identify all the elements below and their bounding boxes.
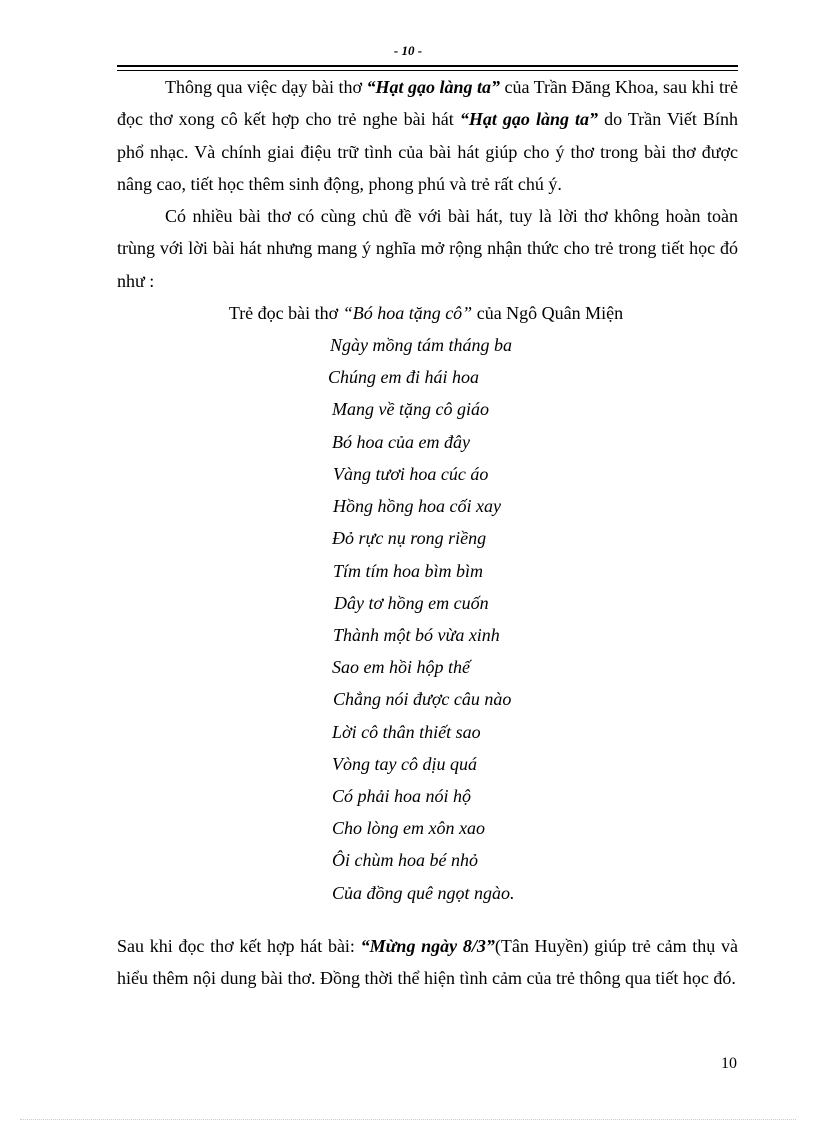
poem-line: Vòng tay cô dịu quá xyxy=(332,753,477,774)
poem-line: Sao em hồi hộp thế xyxy=(332,657,470,678)
text: Sau khi đọc thơ kết hợp hát bài: xyxy=(117,935,361,956)
poem-line: Chẳng nói được câu nào xyxy=(333,689,512,710)
poem-line: Ôi chùm hoa bé nhỏ xyxy=(332,850,478,871)
poem-line: Cho lòng em xôn xao xyxy=(332,818,485,839)
poem-line: Có phải hoa nói hộ xyxy=(332,785,472,806)
poem-line: Của đồng quê ngọt ngào. xyxy=(332,882,515,903)
poem-intro xyxy=(0,297,816,329)
text: của Ngô Quân Miện xyxy=(472,303,624,324)
poem-line: Thành một bó vừa xinh xyxy=(333,624,500,645)
poem-line: Bó hoa của em đây xyxy=(332,431,470,452)
text: Thông qua việc dạy bài thơ xyxy=(165,77,367,97)
poem-line: Đỏ rực nụ rong riềng xyxy=(332,528,487,549)
poem-line: Dây tơ hồng em cuốn xyxy=(334,592,489,613)
poem-line: Vàng tươi hoa cúc áo xyxy=(333,463,489,484)
text: do Trần Viết Bính phổ nhạc. Và chính giai điệu trữ tình của bài hát giúp cho ý thơ trong bài thơ được nâng cao, tiết học thêm sinh động, phong phú và trẻ rất chú ý. xyxy=(117,109,738,194)
text: của Trần Đăng Khoa, sau khi trẻ đọc thơ xong cô kết hợp cho trẻ nghe bài hát xyxy=(117,77,738,130)
paragraph-3 xyxy=(117,930,738,995)
text: Trẻ đọc bài thơ xyxy=(228,303,343,324)
paragraph-2: Có nhiều bài thơ có cùng chủ đề với bài hát, tuy là lời thơ không hoàn toàn trùng với lời bài hát nhưng mang ý nghĩa mở rộng nhận thức cho trẻ trong tiết học đó như : xyxy=(117,206,738,291)
paragraph-1 xyxy=(117,71,738,200)
poem-line: Hồng hồng hoa cối xay xyxy=(333,496,501,517)
page-header-number: - 10 - xyxy=(393,43,423,58)
poem-line: Tím tím hoa bìm bìm xyxy=(333,560,484,581)
poem-line: Ngày mồng tám tháng ba xyxy=(330,335,512,356)
poem-title: “Bó hoa tặng cô” xyxy=(342,303,473,324)
poem-title: “Hạt gạo làng ta” xyxy=(366,77,501,97)
text: (Tân Huyền) giúp trẻ cảm thụ và hiểu thêm nội dung bài thơ. Đồng thời thể hiện tình cảm của trẻ thông qua tiết học đó. xyxy=(117,935,738,989)
poem-line: Chúng em đi hái hoa xyxy=(328,367,479,388)
page-number: 10 xyxy=(721,1055,737,1072)
poem-line: Lời cô thân thiết sao xyxy=(332,721,481,742)
poem-line: Mang về tặng cô giáo xyxy=(332,399,489,420)
song-title: “Hạt gạo làng ta” xyxy=(459,109,599,130)
song-title: “Mừng ngày 8/3” xyxy=(360,935,495,956)
poem xyxy=(330,329,738,909)
page-bottom-border xyxy=(20,1119,796,1120)
page-body xyxy=(117,71,738,994)
